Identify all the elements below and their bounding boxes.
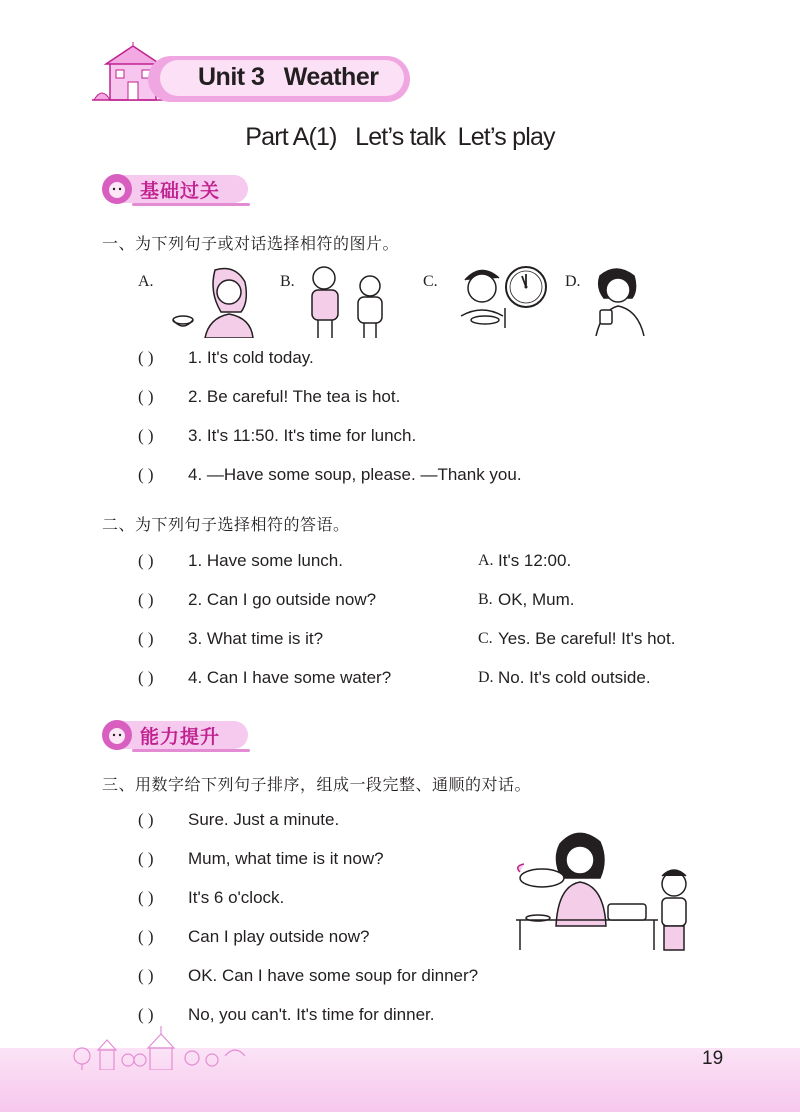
kitchen-illustration	[508, 826, 698, 952]
picture-label-a: A.	[138, 273, 154, 290]
question-1-item-4: 4. —Have some soup, please. —Thank you.	[188, 465, 522, 484]
question-3-item-1: Sure. Just a minute.	[188, 810, 340, 829]
part-title: Part A(1) Let’s talk Let’s play	[245, 123, 555, 151]
option-letter: C.	[478, 630, 493, 647]
answer-paren[interactable]: ( )	[138, 348, 154, 367]
section-label-advanced: 能力提升	[140, 727, 221, 748]
question-1-item-1: 1. It's cold today.	[188, 348, 314, 367]
section-underline	[132, 203, 250, 206]
answer-paren[interactable]: ( )	[138, 426, 154, 445]
option-text: No. It's cold outside.	[498, 668, 651, 687]
girl-face-icon	[102, 174, 132, 204]
picture-a-woman-drinking	[165, 262, 255, 338]
option-text: Yes. Be careful! It's hot.	[498, 629, 676, 648]
page-number: 19	[702, 1048, 724, 1069]
answer-paren[interactable]: ( )	[138, 590, 154, 609]
answer-paren[interactable]: ( )	[138, 1005, 154, 1024]
answer-paren[interactable]: ( )	[138, 810, 154, 829]
answer-paren[interactable]: ( )	[138, 849, 154, 868]
answer-paren[interactable]: ( )	[138, 888, 154, 907]
question-1-item-3: 3. It's 11:50. It's time for lunch.	[188, 426, 417, 445]
section-underline	[132, 749, 250, 752]
clock-icon	[503, 264, 549, 310]
picture-label-d: D.	[565, 273, 581, 290]
picture-d-man-hot-tea	[588, 264, 646, 336]
question-2-item-1: 1. Have some lunch.	[188, 551, 343, 570]
girl-face-icon	[102, 720, 132, 750]
town-outline-icon	[70, 1026, 250, 1070]
option-letter: A.	[478, 552, 494, 569]
answer-paren[interactable]: ( )	[138, 927, 154, 946]
question-3-item-6: No, you can't. It's time for dinner.	[188, 1005, 435, 1024]
answer-paren[interactable]: ( )	[138, 387, 154, 406]
option-letter: B.	[478, 591, 493, 608]
question-1-title: 一、为下列句子或对话选择相符的图片。	[102, 236, 400, 253]
answer-paren[interactable]: ( )	[138, 465, 154, 484]
answer-paren[interactable]: ( )	[138, 668, 154, 687]
section-label-basic: 基础过关	[140, 181, 221, 202]
question-3-item-5: OK. Can I have some soup for dinner?	[188, 966, 479, 985]
option-text: OK, Mum.	[498, 590, 575, 609]
question-3-title: 三、用数字给下列句子排序，组成一段完整、通顺的对话。	[102, 777, 532, 794]
answer-paren[interactable]: ( )	[138, 551, 154, 570]
option-letter: D.	[478, 669, 494, 686]
question-1-item-2: 2. Be careful! The tea is hot.	[188, 387, 401, 406]
question-3-item-2: Mum, what time is it now?	[188, 849, 384, 868]
picture-label-b: B.	[280, 273, 295, 290]
unit-title: Unit 3 Weather	[198, 63, 379, 91]
question-2-item-3: 3. What time is it?	[188, 629, 324, 648]
question-2-item-2: 2. Can I go outside now?	[188, 590, 377, 609]
picture-label-c: C.	[423, 273, 438, 290]
question-2-title: 二、为下列句子选择相符的答语。	[102, 517, 350, 534]
option-text: It's 12:00.	[498, 551, 572, 570]
answer-paren[interactable]: ( )	[138, 966, 154, 985]
answer-paren[interactable]: ( )	[138, 629, 154, 648]
picture-b-cold-kids	[300, 264, 392, 340]
question-3-item-4: Can I play outside now?	[188, 927, 370, 946]
question-3-item-3: It's 6 o'clock.	[188, 888, 285, 907]
question-2-item-4: 4. Can I have some water?	[188, 668, 392, 687]
